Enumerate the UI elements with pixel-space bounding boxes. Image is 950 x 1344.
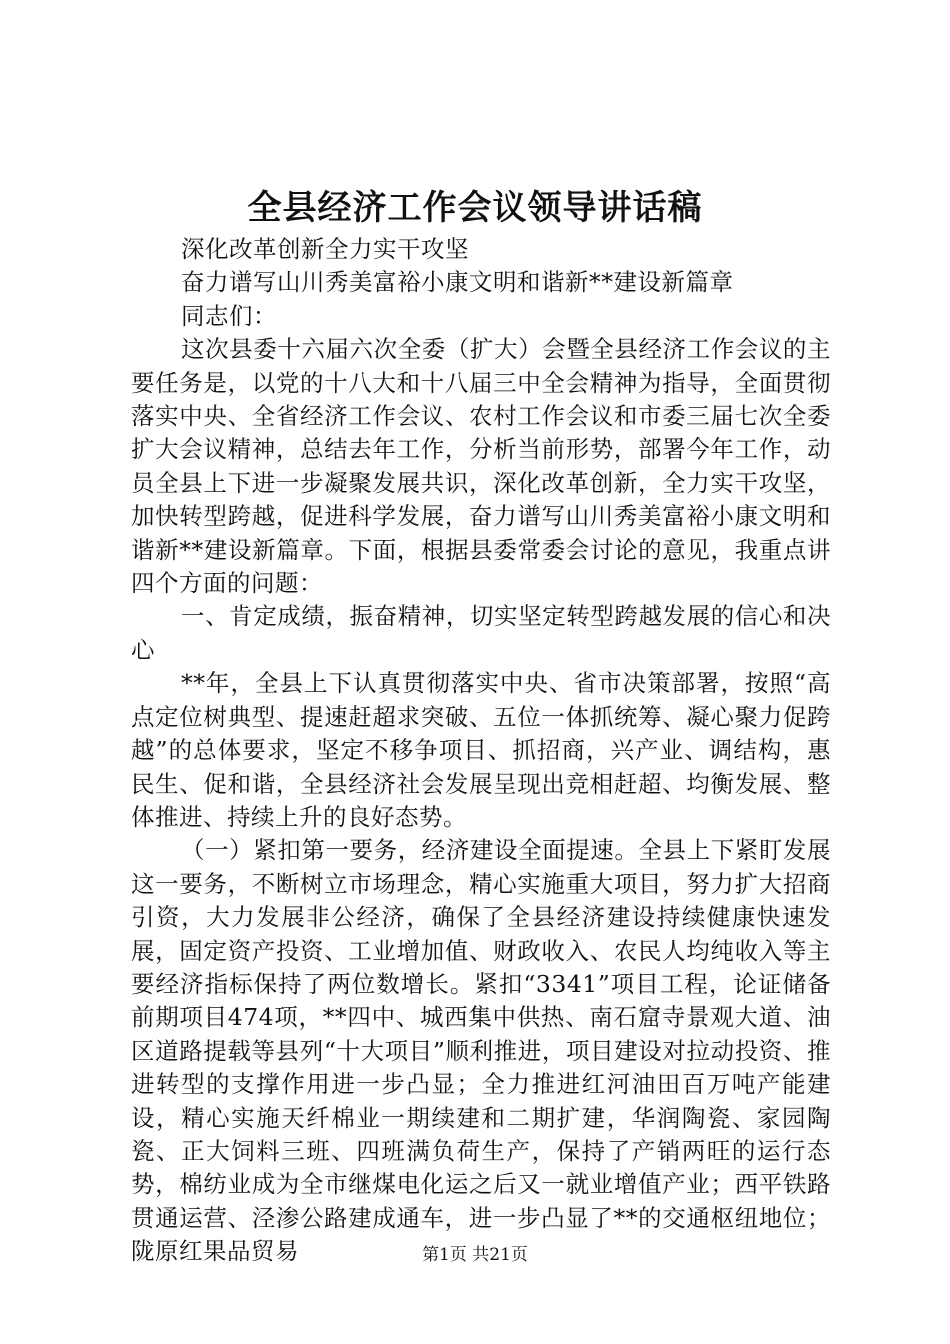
document-body: [131, 233, 831, 1269]
greeting: 同志们：: [181, 301, 277, 330]
subtitle-line-2: 奋力谱写山川秀美富裕小康文明和谐新**建设新篇章: [181, 268, 734, 297]
paragraph-intro: 这次县委十六届六次全委（扩大）会暨全县经济工作会议的主要任务是，以党的十八大和十八届三中全会精神为指导，全面贯彻落实中央、全省经济工作会议、农村工作会议和市委三届七次全委扩大会议精神，总结去年工作，分析当前形势，部署今年工作，动员全县上下进一步凝聚发展共识，深化改革创新，全力实干攻坚，加快转型跨越，促进科学发展，奋力谱写山川秀美富裕小康文明和谐新**建设新篇章。下面，根据县委常委会讨论的意见，我重点讲四个方面的问题：: [131, 335, 831, 598]
paragraph-economy: （一）紧扣第一要务，经济建设全面提速。全县上下紧盯发展这一要务，不断树立市场理念，精心实施重大项目，努力扩大招商引资，大力发展非公经济，确保了全县经济建设持续健康快速发展，固定资产投资、工业增加值、财政收入、农民人均纯收入等主要经济指标保持了两位数增长。紧扣“3341”项目工程，论证储备前期项目474项，**四中、城西集中供热、南石窟寺景观大道、油区道路提载等县列“十大项目”顺利推进，项目建设对拉动投资、推进转型的支撑作用进一步凸显；全力推进红河油田百万吨产能建设，精心实施天纤棉业一期续建和二期扩建，华润陶瓷、家园陶瓷、正大饲料三班、四班满负荷生产，保持了产销两旺的运行态势，棉纺业成为全市继煤电化运之后又一就业增值产业；西平铁路贯通运营、泾渗公路建成通车，进一步凸显了**的交通枢纽地位；陇原红果品贸易: [131, 836, 831, 1266]
section-heading-1: 一、肯定成绩，振奋精神，切实坚定转型跨越发展的信心和决心: [131, 602, 831, 664]
page-footer: 第1页 共21页: [422, 1245, 528, 1265]
subtitle-line-1: 深化改革创新全力实干攻坚: [181, 235, 469, 263]
paragraph-overview: **年，全县上下认真贯彻落实中央、省市决策部署，按照“高点定位树典型、提速赶超求突破、五位一体抓统筹、凝心聚力促跨越”的总体要求，坚定不移争项目、抓招商，兴产业、调结构，惠民生、促和谐，全县经济社会发展呈现出竞相赶超、均衡发展、整体推进、持续上升的良好态势。: [131, 669, 831, 831]
document-title: 全县经济工作会议领导讲话稿: [247, 188, 703, 228]
